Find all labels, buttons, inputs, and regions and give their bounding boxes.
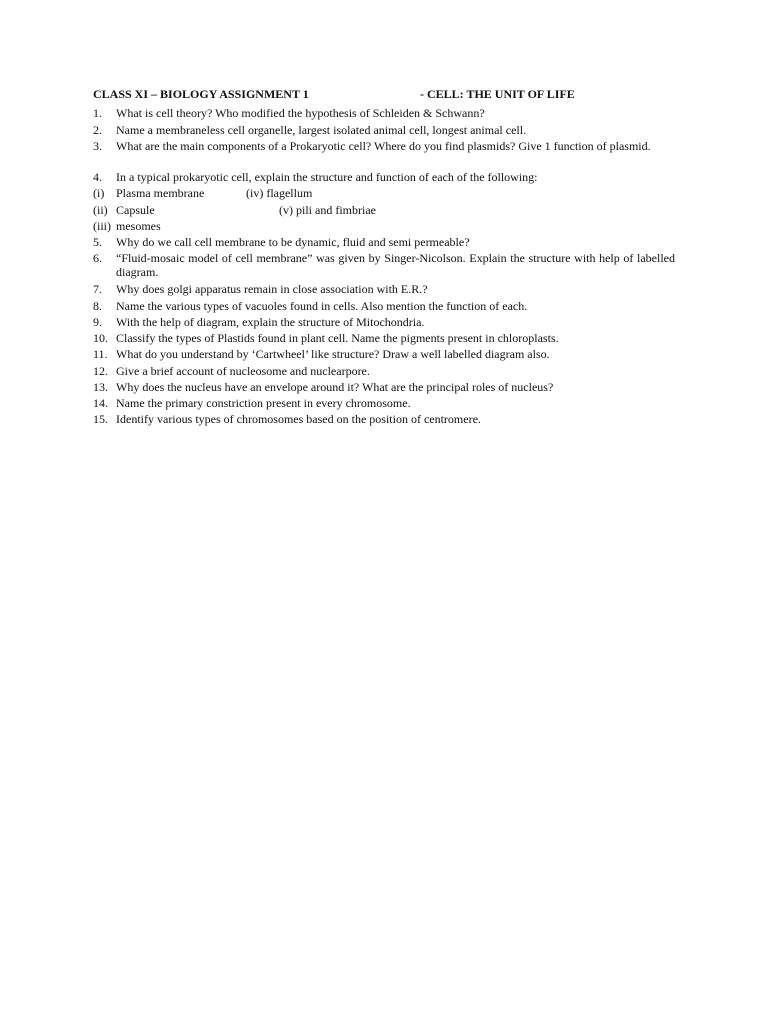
subpart-label: (i) xyxy=(93,186,105,200)
subpart-item: (v) pili and fimbriae xyxy=(279,203,376,217)
question-number: 9. xyxy=(93,315,102,329)
question-text: What do you understand by ‘Cartwheel’ like structure? Draw a well labelled diagram also. xyxy=(116,347,550,361)
question-text: “Fluid-mosaic model of cell membrane” was given by Singer-Nicolson. Explain the structure with help of labelled diagram. xyxy=(116,251,675,279)
subpart-item: mesomes xyxy=(116,219,161,233)
question-text: What is cell theory? Who modified the hypothesis of Schleiden & Schwann? xyxy=(116,106,485,120)
question-number: 12. xyxy=(93,364,108,378)
question-text: Name a membraneless cell organelle, largest isolated animal cell, longest animal cell. xyxy=(116,123,527,137)
subpart-item: Plasma membrane xyxy=(116,186,205,200)
question-text: Name the primary constriction present in every chromosome. xyxy=(116,396,411,410)
question-text: Why does the nucleus have an envelope around it? What are the principal roles of nucleus? xyxy=(116,380,554,394)
subpart-item: (iv) flagellum xyxy=(246,186,313,200)
question-text: Name the various types of vacuoles found in cells. Also mention the function of each. xyxy=(116,299,528,313)
question-number: 11. xyxy=(93,347,108,361)
title-class-subject: CLASS XI – BIOLOGY ASSIGNMENT 1 xyxy=(93,87,309,101)
question-number: 10. xyxy=(93,331,108,345)
question-number: 8. xyxy=(93,299,102,313)
question-text: Why does golgi apparatus remain in close association with E.R.? xyxy=(116,282,428,296)
question-number: 15. xyxy=(93,412,108,426)
question-text: What are the main components of a Prokaryotic cell? Where do you find plasmids? Give 1 function of plasmid. xyxy=(116,139,651,153)
question-number: 5. xyxy=(93,235,102,249)
question-number: 1. xyxy=(93,106,102,120)
question-number: 3. xyxy=(93,139,102,153)
question-text: Give a brief account of nucleosome and nuclearpore. xyxy=(116,364,370,378)
subpart-label: (ii) xyxy=(93,203,108,217)
question-text: Why do we call cell membrane to be dynamic, fluid and semi permeable? xyxy=(116,235,470,249)
question-text: Classify the types of Plastids found in plant cell. Name the pigments present in chloroplasts. xyxy=(116,331,559,345)
question-number: 7. xyxy=(93,282,102,296)
question-number: 13. xyxy=(93,380,108,394)
subpart-label: (iii) xyxy=(93,219,111,233)
question-text: Identify various types of chromosomes based on the position of centromere. xyxy=(116,412,481,426)
subpart-item: Capsule xyxy=(116,203,155,217)
title-chapter: - CELL: THE UNIT OF LIFE xyxy=(420,87,575,101)
question-text: With the help of diagram, explain the structure of Mitochondria. xyxy=(116,315,425,329)
question-number: 14. xyxy=(93,396,108,410)
question-number: 4. xyxy=(93,170,102,184)
question-number: 2. xyxy=(93,123,102,137)
question-text: In a typical prokaryotic cell, explain the structure and function of each of the following: xyxy=(116,170,538,184)
question-number: 6. xyxy=(93,251,102,265)
